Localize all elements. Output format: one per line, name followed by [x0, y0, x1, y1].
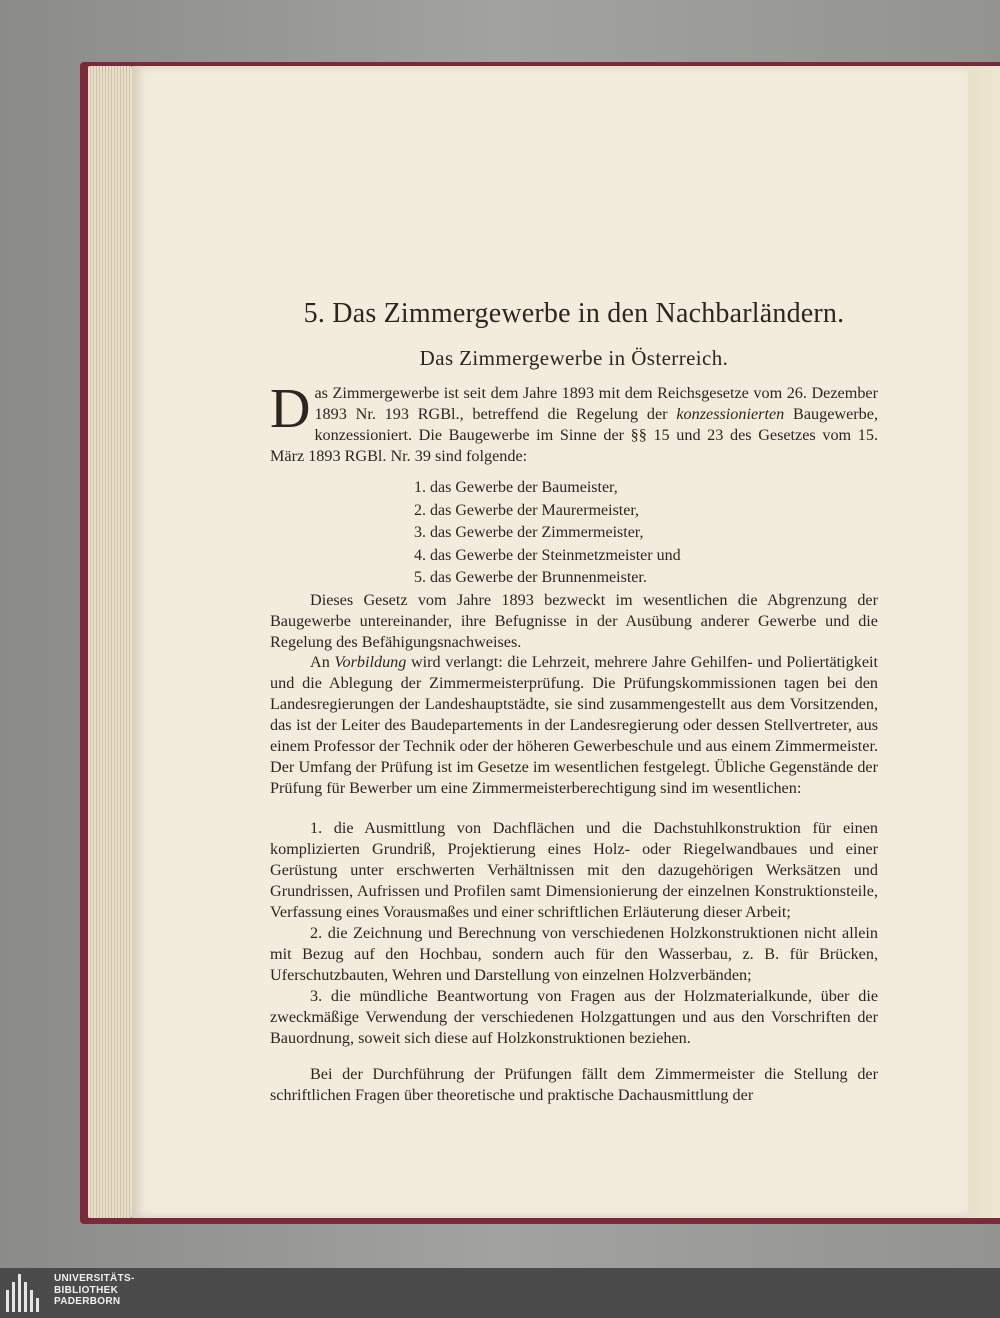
library-logo-text — [54, 1273, 135, 1308]
exam-item: 1. die Ausmittlung von Dachflächen und die Dachstuhlkonstruktion für einen komplizierten Grundriß, Projektierung eines Holz- oder Riegelwandbaues und einer Gerüstung unter erschwerten Verhältnissen mit den dazugehörigen Werksätzen und Grundrissen, Aufrissen und Profilen samt Dimensionierung der einzelnen Konstruktionsteile, Verfassung eines Vorausmaßes und einer schriftlichen Erläuterung dieser Arbeit; — [270, 819, 878, 921]
list-item: 1. das Gewerbe der Baumeister, — [414, 479, 618, 496]
paragraph-law-purpose: Dieses Gesetz vom Jahre 1893 bezweckt im wesentlichen die Abgrenzung der Baugewerbe untereinander, ihre Befugnisse in der Ausübung anderer Gewerbe und die Regelung des Befähigungsnachweises. — [270, 591, 878, 651]
list-item: 4. das Gewerbe der Steinmetzmeister und — [414, 546, 681, 564]
logo-line-3: PADERBORN — [54, 1296, 121, 1307]
opposite-page-edge — [966, 66, 1000, 1218]
logo-line-1: UNIVERSITÄTS- — [54, 1273, 135, 1284]
library-footer — [0, 1268, 1000, 1318]
intro-emphasis: konzessionierten — [676, 405, 785, 423]
exam-item: 3. die mündliche Beantwortung von Fragen aus der Holzmaterialkunde, über die zweckmäßige Verwendung der verschiedenen Holzgattungen und aus den Vorschriften der Bauordnung, soweit sich diese auf Holzkonstruktionen beziehen. — [270, 987, 878, 1047]
section-title: Das Zimmergewerbe in Österreich. — [419, 346, 729, 370]
page-stack-edge — [88, 66, 132, 1218]
trades-list — [414, 477, 814, 590]
list-item: 5. das Gewerbe der Brunnenmeister. — [414, 569, 647, 586]
intro-text-b: Baugewerbe, konzessioniert. Die Baugewerbe im Sinne der §§ 15 und 23 des Gesetzes vom 15. März 1893 RGBl. Nr. 39 sind folgende: — [270, 405, 878, 465]
intro-paragraph — [270, 378, 878, 467]
training-lead: An — [310, 653, 335, 671]
training-emphasis: Vorbildung — [334, 653, 407, 671]
chapter-title: 5. Das Zimmergewerbe in den Nachbarländern. — [303, 298, 845, 329]
list-item: 3. das Gewerbe der Zimmermeister, — [414, 524, 644, 541]
logo-line-2: BIBLIOTHEK — [54, 1284, 119, 1296]
library-logo-icon — [6, 1274, 44, 1312]
exam-item: 2. die Zeichnung und Berechnung von verschiedenen Holzkonstruktionen nicht allein mit Bezug auf den Hochbau, sondern auch für den Wasserbau, z. B. für Brücken, Uferschutzbauten, Wehren und Darstellung von einzelnen Holzverbänden; — [270, 924, 878, 984]
drop-cap: D — [270, 378, 311, 440]
training-text: wird verlangt: die Lehrzeit, mehrere Jahre Gehilfen- und Poliertätigkeit und die Ablegung der Zimmermeisterprüfung. Die Prüfungskommissionen tagen bei den Landesregierungen der Landeshauptstädte, sie sind zusammengestellt aus dem Vorsitzenden, das ist der Leiter des Baudepartements in der Landesregierung oder dessen Stellvertreter, aus einem Professor der Technik oder der höheren Gewerbeschule und aus einem Zimmermeister. Der Umfang der Prüfung ist im Gesetze im wesentlichen festgelegt. Übliche Gegenstände der Prüfung für Bewerber um eine Zimmermeisterberechtigung sind im wesentlichen: — [270, 653, 878, 797]
paragraph-final: Bei der Durchführung der Prüfungen fällt dem Zimmermeister die Stellung der schriftlichen Fragen über theoretische und praktische Dachausmittlung der — [270, 1065, 878, 1104]
intro-text-a: as Zimmergewerbe ist seit dem Jahre 1893 mit dem Reichsgesetze vom 26. Dezember 1893 Nr. 193 RGBl., betreffend die Regelung der — [314, 384, 878, 423]
paragraph-training — [270, 652, 878, 799]
list-item: 2. das Gewerbe der Maurermeister, — [414, 501, 640, 519]
exam-items — [270, 818, 878, 1049]
